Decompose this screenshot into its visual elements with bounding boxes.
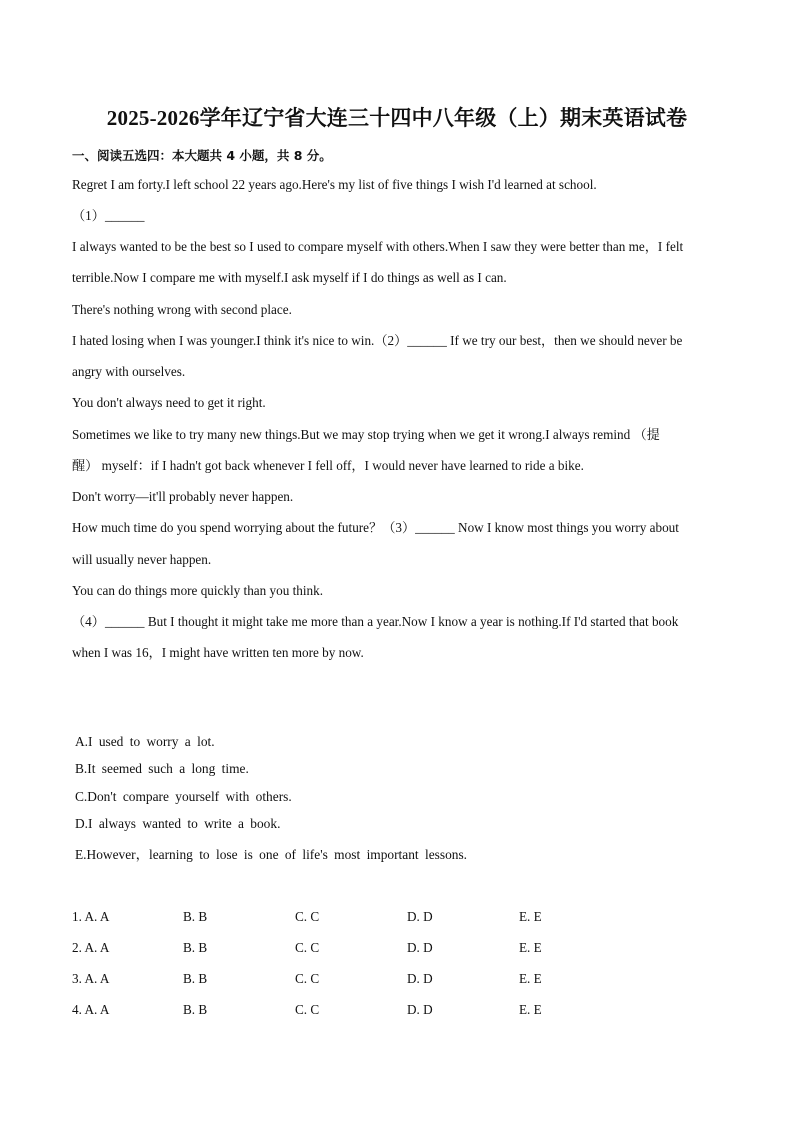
passage-line: How much time do you spend worrying about the future？（3）______ Now I know most things you worry about [72,520,679,535]
choice-d[interactable]: D. D [407,909,433,924]
page-title: 2025-2026学年辽宁省大连三十四中八年级（上）期末英语试卷 [106,106,688,130]
choice-e[interactable]: E. E [519,971,542,986]
passage-line: Sometimes we like to try many new things.But we may stop trying when we get it wrong.I always remind （提 [72,427,660,442]
choice-b[interactable]: B. B [183,909,208,924]
choice-a[interactable]: 2. A. A [72,940,110,955]
choice-e[interactable]: E. E [519,1002,542,1017]
choice-c[interactable]: C. C [295,971,320,986]
passage-line: You can do things more quickly than you think. [72,583,324,598]
choice-b[interactable]: B. B [183,971,208,986]
passage-line: You don't always need to get it right. [72,395,266,410]
choice-c[interactable]: C. C [295,1002,320,1017]
choice-d[interactable]: D. D [407,971,433,986]
option-a: A.I used to worry a lot. [75,734,215,749]
passage-line: when I was 16，I might have written ten more by now. [72,645,364,660]
passage-line: I hated losing when I was younger.I think it's nice to win.（2）______ If we try our best，then we should never be [72,333,683,348]
answer-row [72,940,632,960]
passage-line: （4）______ But I thought it might take me more than a year.Now I know a year is nothing.If I'd started that book [72,614,679,629]
passage-line: （1）______ [72,208,145,223]
passage-line: 醒） myself：if I hadn't got back whenever I fell off，I would never have learned to ride a bike. [72,458,584,473]
choice-e[interactable]: E. E [519,909,542,924]
choice-d[interactable]: D. D [407,1002,433,1017]
section-heading: 一、阅读五选四：本大题共 4 小题，共 8 分。 [72,148,332,163]
choice-a[interactable]: 3. A. A [72,971,110,986]
option-b: B.It seemed such a long time. [75,761,249,776]
option-e: E.However，learning to lose is one of life's most important lessons. [75,847,468,862]
answer-row [72,1002,632,1022]
passage-line: I always wanted to be the best so I used to compare myself with others.When I saw they were better than me，I felt [72,239,684,254]
passage-line: Regret I am forty.I left school 22 years ago.Here's my list of five things I wish I'd learned at school. [72,177,597,192]
choice-b[interactable]: B. B [183,940,208,955]
choice-a[interactable]: 1. A. A [72,909,110,924]
choice-e[interactable]: E. E [519,940,542,955]
choice-b[interactable]: B. B [183,1002,208,1017]
passage-line: terrible.Now I compare me with myself.I ask myself if I do things as well as I can. [72,270,507,285]
answer-row [72,971,632,991]
passage-line: There's nothing wrong with second place. [72,302,292,317]
passage-line: Don't worry—it'll probably never happen. [72,489,294,504]
choice-d[interactable]: D. D [407,940,433,955]
option-d: D.I always wanted to write a book. [75,816,281,831]
choice-c[interactable]: C. C [295,940,320,955]
answer-row [72,909,632,929]
choice-c[interactable]: C. C [295,909,320,924]
passage-line: will usually never happen. [72,552,212,567]
passage-line: angry with ourselves. [72,364,186,379]
option-c: C.Don't compare yourself with others. [75,789,292,804]
choice-a[interactable]: 4. A. A [72,1002,110,1017]
